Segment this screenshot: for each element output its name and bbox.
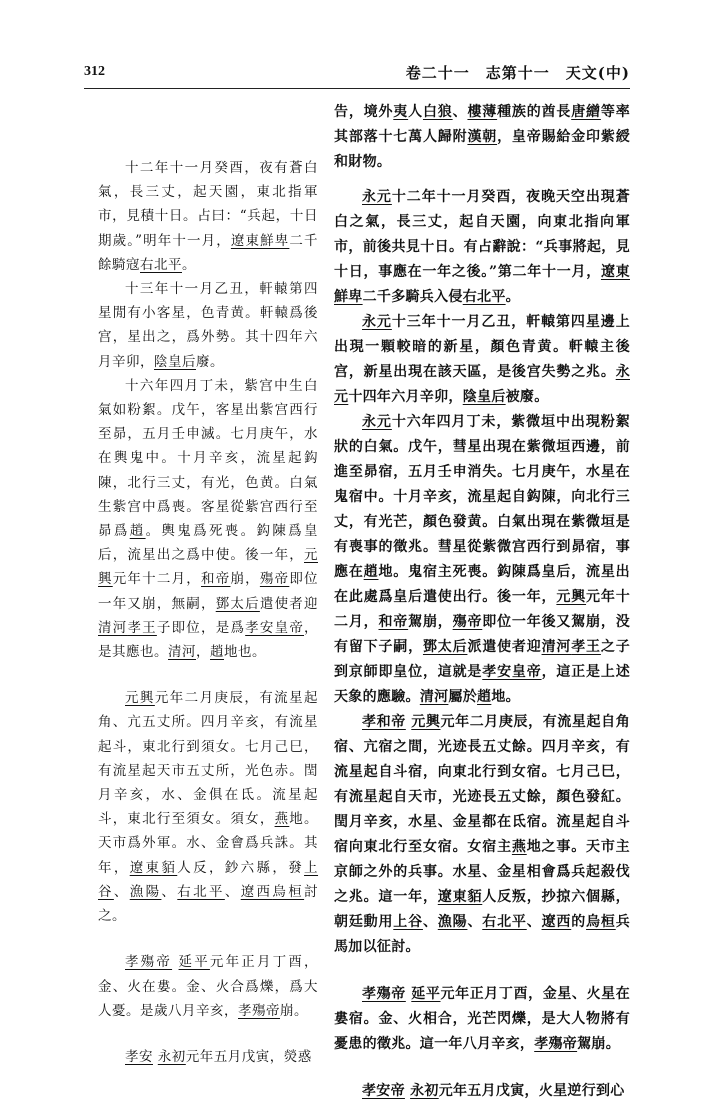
paragraph: 十六年四月丁未，紫宫中生白氣如粉絮。戊午，客星出紫宫西行至昴，五月壬申滅。七月庚午，水在輿鬼中。十月辛亥，流星起鈎陳，北行三丈，有光，色黄。白氣生紫宫中爲喪。客星從紫宫西行至昴爲趙。輿鬼爲死喪。鈎陳爲皇后，流星出之爲中使。後一年，元興元年十二月，和帝崩，殤帝即位一年又崩，無嗣，鄧太后遣使者迎清河孝王子即位，是爲孝安皇帝，是其應也。清河，趙地也。 — [98, 377, 319, 661]
paragraph: 孝殤帝 延平元年正月丁酉，金星、火星在婁宿。金、火相合，光芒閃爍，是大人物將有憂患的徵兆。這一年八月辛亥，孝殤帝駕崩。 — [334, 986, 630, 1052]
classical-text-column — [98, 100, 318, 1069]
paragraph: 永元十二年十一月癸酉，夜晚天空出現蒼白之氣，長三丈，起自天園，向東北指向軍市，前後共見十日。有占辭說：“兵事將起，見十日，事應在一年之後。”第二年十一月，遼東鮮卑二千多騎兵入侵右北平。 — [334, 189, 630, 305]
paragraph: 孝安帝 永初元年五月戊寅，火星逆行到心 — [362, 1083, 625, 1099]
paragraph: 十二年十一月癸酉，夜有蒼白氣，長三丈，起天園，東北指軍市，見積十日。占曰：“兵起，十日期歲。”明年十一月，遼東鮮卑二千餘騎寇右北平。 — [98, 160, 319, 273]
paragraph: 元興元年二月庚辰，有流星起角、亢五丈所。四月辛亥，有流星起斗，東北行到須女。七月己巳，有流星起天市五丈所，光色赤。閏月辛亥，水、金俱在氐。流星起斗，東北行至須女。須女，燕地。天市爲外軍。水、金會爲兵誅。其年，遼東貊人反，鈔六縣，發上谷、漁陽、右北平、遼西烏桓討之。 — [98, 690, 319, 925]
header-rule — [84, 88, 630, 89]
paragraph: 十三年十一月乙丑，軒轅第四星閒有小客星，色青黄。軒轅爲後宫，星出之，爲外勢。其十四年六月辛卯，陰皇后廢。 — [98, 281, 318, 370]
paragraph: 孝和帝 元興元年二月庚辰，有流星起自角宿、亢宿之間，光迹長五丈餘。四月辛亥，有流星起自斗宿，向東北行到女宿。七月己巳，有流星起自天市，光迹長五丈餘，顏色發紅。閏月辛亥，水星、金星都在氐宿。流星起自斗宿向東北行至女宿。女宿主燕地之事。天市主京師之外的兵事。水星、金星相會爲兵起殺伐之兆。這一年，遼東貊人反叛，抄掠六個縣，朝廷動用上谷、漁陽、右北平、遼西的烏桓兵馬加以征討。 — [334, 714, 631, 955]
paragraph: 告，境外夷人白狼、樓薄種族的酋長唐繒等率其部落十七萬人歸附漢朝，皇帝賜給金印紫綬和財物。 — [334, 104, 630, 170]
page-header — [84, 62, 630, 86]
paragraph: 永元十六年四月丁未，紫微垣中出現粉絮狀的白氣。戊午，彗星出現在紫微垣西邊，前進至昴宿，五月壬申消失。七月庚午，水星在鬼宿中。十月辛亥，流星起自鈎陳，向北行三丈，有光芒，顏色發黄。白氣出現在紫微垣是有喪事的徵兆。彗星從紫微宫西行到昴宿，事應在趙地。鬼宿主死喪。鈎陳爲皇后，流星出在此處爲皇后遣使出行。後一年，元興元年十二月，和帝駕崩，殤帝即位一年後又駕崩，没有留下子嗣，鄧太后派遣使者迎清河孝王之子到京師即皇位，這就是孝安皇帝，這正是上述天象的應驗。清河屬於趙地。 — [334, 414, 631, 705]
paragraph: 孝安 永初元年五月戊寅，熒惑 — [125, 1048, 312, 1065]
translation-text-column — [334, 100, 630, 1104]
paragraph: 永元十三年十一月乙丑，軒轅第四星邊上出現一顆較暗的新星，顏色青黄。軒轅主後宫，新星出現在該天區，是後宫失勢之兆。永元十四年六月辛卯，陰皇后被廢。 — [334, 314, 630, 405]
running-head: 卷二十一 志第十一 天文(中) — [405, 64, 630, 82]
paragraph: 孝殤帝 延平元年正月丁酉，金、火在婁。金、火合爲爍，爲大人憂。是歲八月辛亥，孝殤帝崩。 — [98, 954, 319, 1019]
page-number: 312 — [84, 64, 105, 79]
